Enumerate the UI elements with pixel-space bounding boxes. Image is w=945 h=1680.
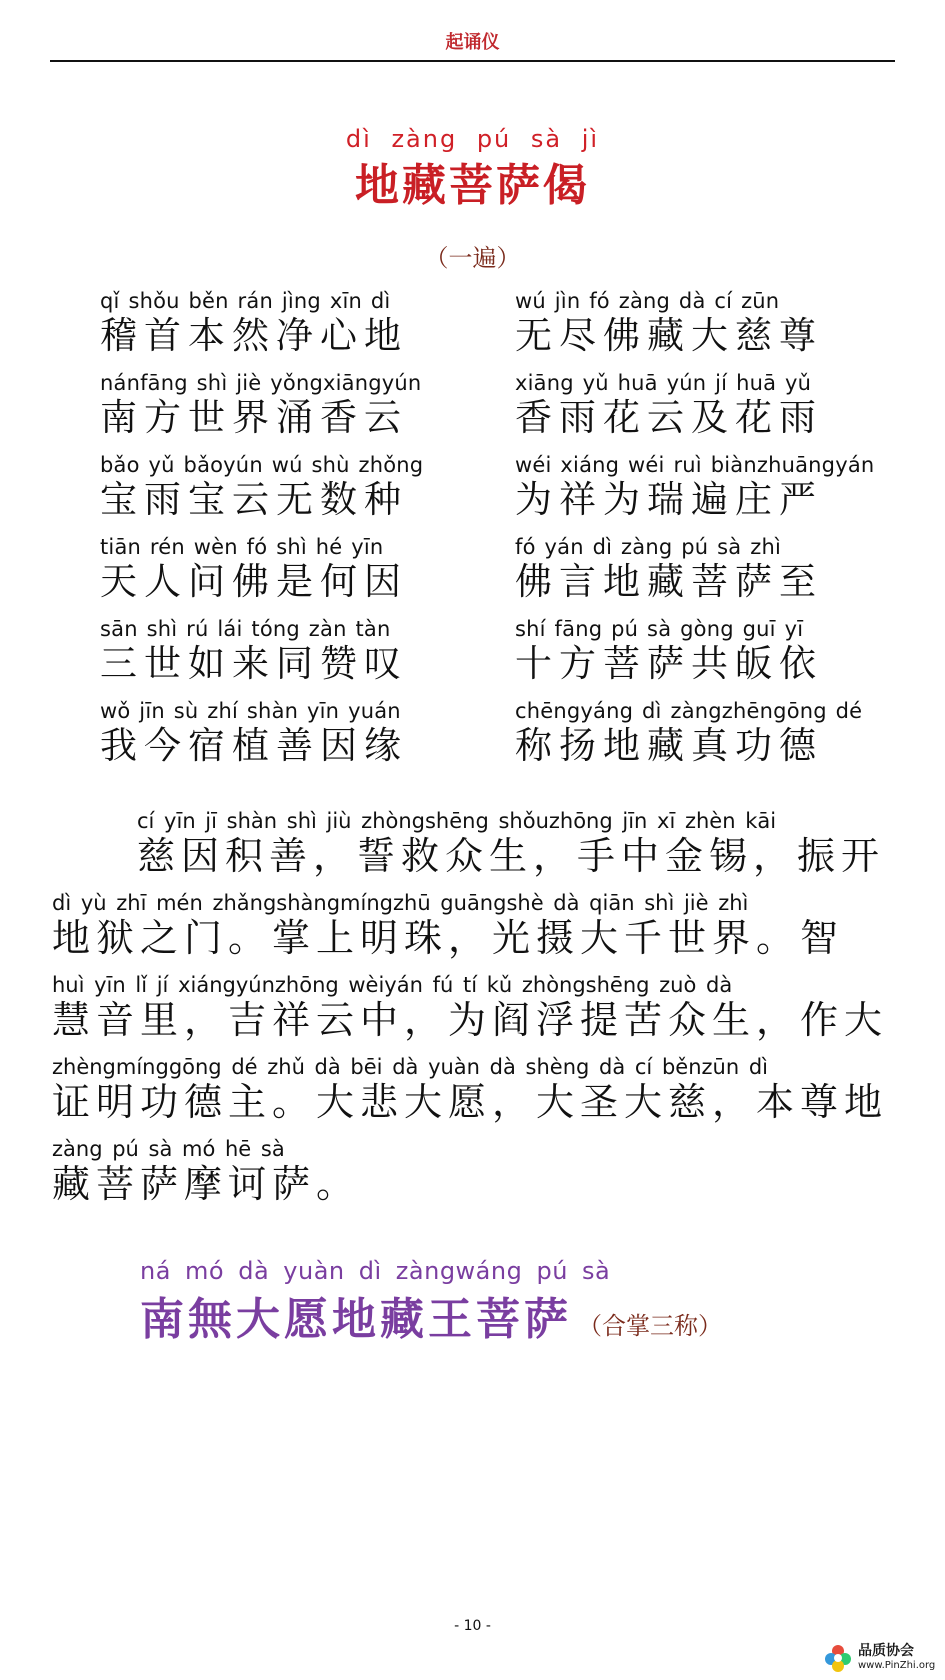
verse-line [515,452,875,534]
verse-text: 佛言地藏菩萨至 [515,560,823,603]
verse-pinyin: xiāng yǔ huā yún jí huā yǔ [515,371,812,395]
prose-line [52,1054,897,1136]
closing-line [140,1283,900,1347]
closing-invocation [140,1257,900,1347]
verse-text: 宝雨宝云无数种 [100,478,408,521]
page-title: 地藏菩萨偈 [355,160,590,211]
verse-text: 香雨花云及花雨 [515,396,823,439]
verse-pinyin: wǒ jīn sù zhí shàn yīn yuán [100,699,401,723]
verse-pinyin: wéi xiáng wéi ruì biànzhuāngyán [515,453,875,477]
verse-pinyin: chēngyáng dì zàngzhēngōng dé [515,699,863,723]
verse-pinyin: fó yán dì zàng pú sà zhì [515,535,782,559]
page-number: - 10 - [454,1618,491,1634]
title-block [0,125,945,213]
verse-text: 三世如来同赞叹 [100,642,408,685]
prose-text: 证明功德主。大悲大愿，大圣大慈，本尊地 [52,1080,889,1124]
verse-text: 稽首本然净心地 [100,314,408,357]
page-header-title: 起诵仪 [445,32,500,53]
verse-row [100,452,875,534]
prose-pinyin: huì yīn lǐ jí xiángyúnzhōng wèiyán fú tí kǔ zhòngshēng zuò dà [52,973,733,997]
prose-pinyin: cí yīn jī shàn shì jiù zhòngshēng shǒuzhōng jīn xī zhèn kāi [137,809,777,833]
prose-pinyin: zàng pú sà mó hē sà [52,1137,285,1161]
verse-text: 我今宿植善因缘 [100,724,408,767]
verse-line [515,288,860,370]
prose-pinyin: dì yù zhī mén zhǎngshàngmíngzhū guāngshè dà qiān shì jiè zhì [52,891,749,915]
verse-line [515,534,860,616]
prose-line [52,890,897,972]
closing-note: （合掌三称） [578,1312,722,1340]
prose-line [52,972,897,1054]
verse-pinyin: qǐ shǒu běn rán jìng xīn dì [100,289,391,313]
verse-pinyin: nánfāng shì jiè yǒngxiāngyún [100,371,422,395]
verse-line [515,616,860,698]
flower-logo-icon [822,1642,854,1674]
prose-text: 地狱之门。掌上明珠，光摄大千世界。智 [52,916,845,960]
prose-line [52,808,897,890]
verse-pinyin: bǎo yǔ bǎoyún wú shù zhǒng [100,453,424,477]
verse-line [100,698,445,780]
verse-text: 南方世界涌香云 [100,396,408,439]
verse-pinyin: wú jìn fó zàng dà cí zūn [515,289,780,313]
verse-line [100,452,445,534]
header-divider [50,60,895,62]
verse-text: 十方菩萨共皈依 [515,642,823,685]
verse-row [100,698,863,780]
verse-row [100,370,860,452]
verse-row [100,616,860,698]
title-pinyin: dì zàng pú sà jì [345,125,600,153]
verse-text: 称扬地藏真功德 [515,724,823,767]
watermark-url: www.PinZhi.org [858,1660,936,1671]
verse-line [515,370,860,452]
verse-pinyin: shí fāng pú sà gòng guī yī [515,617,804,641]
verse-line [100,370,445,452]
prose-section [52,808,897,1218]
prose-text: 慈因积善，誓救众生，手中金锡，振开 [137,834,886,878]
verse-line [100,288,445,370]
closing-text: 南無大愿地藏王菩萨 [140,1294,572,1345]
prose-text: 藏菩萨摩诃萨。 [52,1162,361,1206]
verse-text: 天人问佛是何因 [100,560,408,603]
verse-pinyin: sān shì rú lái tóng zàn tàn [100,617,391,641]
prose-pinyin: zhèngmínggōng dé zhǔ dà bēi dà yuàn dà shèng dà cí běnzūn dì [52,1055,768,1079]
verse-pinyin: tiān rén wèn fó shì hé yīn [100,535,384,559]
watermark-logo [822,1640,942,1678]
verse-line [100,616,445,698]
prose-text: 慧音里，吉祥云中，为阎浮提苦众生，作大 [52,998,889,1042]
repeat-count-note: （一遍） [424,244,521,272]
closing-pinyin: ná mó dà yuàn dì zàngwáng pú sà [140,1257,611,1285]
prose-line [52,1136,897,1218]
verse-line [515,698,863,780]
verse-text: 无尽佛藏大慈尊 [515,314,823,357]
verse-row [100,534,860,616]
verse-text: 为祥为瑞遍庄严 [515,478,823,521]
verse-row [100,288,860,370]
verse-line [100,534,445,616]
watermark-name: 品质协会 [858,1643,914,1659]
verse-section [100,288,875,780]
